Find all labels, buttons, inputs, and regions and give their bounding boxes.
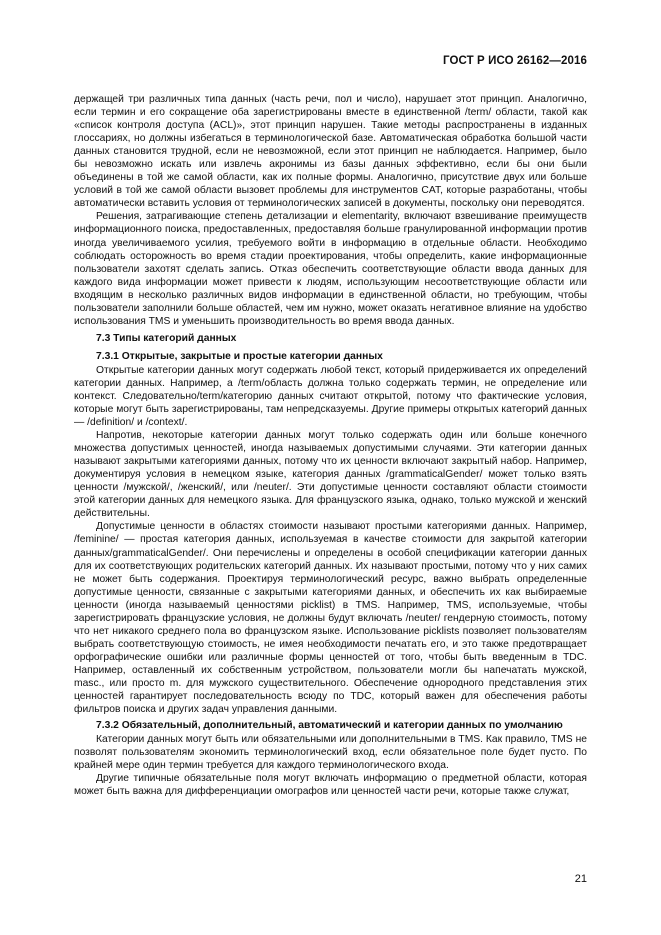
page-number: 21 [574, 873, 587, 885]
paragraph: Другие типичные обязательные поля могут включать информацию о предметной области, которая может быть важна для дифференциации омографов или ценностей части речи, которые также служат, [74, 773, 587, 798]
paragraph: Решения, затрагивающие степень детализации и elementarity, включают взвешивание преимуществ информационного поиска, предоставленных, предоставляя больше гранулированной информации против иногда увеличиваемого усилия, требуемого войти в информацию в отдельные области. Необходимо соблюдать осторожность во время стадии проектирования, чтобы определить, какие информационные пользователи захотят сделать запись. Отказ обеспечить соответствующие области ввода данных для каждого вида информации может привести к людям, использующим несоответствующие области или входящим в несколько различных видов информации в единственной области, но требующим, чтобы пользователи заполнили больше областей, чем им нужно, может оказать негативное влияние на удобство использования TMS и уменьшить производительность во время ввода данных. [74, 211, 587, 327]
subsection-heading-7-3-2: 7.3.2 Обязательный, дополнительный, автоматический и категории данных по умолчанию [96, 720, 563, 732]
section-heading-7-3: 7.3 Типы категорий данных [96, 332, 237, 344]
paragraph: Допустимые ценности в областях стоимости называют простыми категориями данных. Например, /feminine/ — простая категория данных, используемая в качестве стоимости для закрытой категории данных/grammaticalGender/. Они перечислены и определены в особой спецификации категории данных для их соответствующих родительских категорий данных. Их называют простыми, потому что у них самих не может быть содержания. Проектируя терминологический ресурс, важно выбрать определенные допустимые ценности, связанные с закрытыми категориями данных, и обеспечить их как выбираемые ценности (иногда называемый ценностями picklist) в TMS. Например, TMS, используемые, чтобы зарегистрировать французские условия, не должны будут включать /neuter/ гендерную стоимость, потому что нет никакого среднего пола во французском языке. Использование picklists позволяет пользователям выбрать соответствующую стоимость, не имея необходимости печатать его, и это также предотвращает орфографические ошибки или различные формы ценностей от того, чтобы быть введенным в TDC. Например, оставленный их собственным устройством, пользователи могли бы напечатать мужской, masc., или просто m. для мужского существительного. Обеспечение однородного представления этих ценностей гарантирует последовательность всюду по TDC, который важен для обеспечения работы фильтров поиска и других задач управления данными. [74, 521, 587, 716]
paragraph: Категории данных могут быть или обязательными или дополнительными в TMS. Как правило, TMS не позволят пользователям экономить терминологический вход, если обязательное поле будет пусто. По крайней мере один термин требуется для каждого терминологического входа. [74, 734, 587, 772]
document-header-id: ГОСТ Р ИСО 26162—2016 [442, 55, 587, 67]
paragraph: Открытые категории данных могут содержать любой текст, который придерживается их определений категории данных. Например, a /term/область должна только содержать термин, не определение или контекст. Следовательно/term/категорию данных считают открытой, потому что фактические условия, которые могут быть зарегистрированы, там непредсказуемы. Другие примеры открытых категорий данных — /definition/ и /context/. [74, 364, 587, 429]
paragraph: Напротив, некоторые категории данных могут только содержать один или больше конечного множества допустимых ценностей, иногда называемых допустимыми случаями. Эти категории данных называют закрытыми категориями данных, потому что их ценности включают закрытый набор. Например, документируя условия в немецком языке, категория данных /grammaticalGender/ может только взять ценности /мужской/, /женский/, или /neuter/. Эти допустимые ценности составляют области стоимости этой категории данных для немецкого языка. Для французского языка, однако, только мужской и женский действительны. [74, 430, 587, 520]
subsection-heading-7-3-1: 7.3.1 Открытые, закрытые и простые категории данных [96, 350, 383, 362]
page-content [74, 93, 587, 798]
paragraph: держащей три различных типа данных (часть речи, пол и число), нарушает этот принцип. Аналогично, если термин и его сокращение оба зарегистрированы вместе в единственной /term/ области, такой как «список контроля доступа (ACL)», этот принцип нарушен. Такие методы распространены в изданных глоссариях, но должны избегаться в терминологической базе. Автоматическая обработка большой части данных становится трудной, если не невозможной, если этот принцип не наблюдается. Например, было бы невозможно искать или извлечь акронимы из базы данных эффективно, если бы они были объединены в той же самой области, как их полные формы. Аналогично, присутствие двух или больше условий в той же самой области вызовет проблемы для инструментов CAT, которые разработаны, чтобы автоматически вставить условия от терминологических записей в документы, поскольку они переводятся. [74, 94, 587, 210]
